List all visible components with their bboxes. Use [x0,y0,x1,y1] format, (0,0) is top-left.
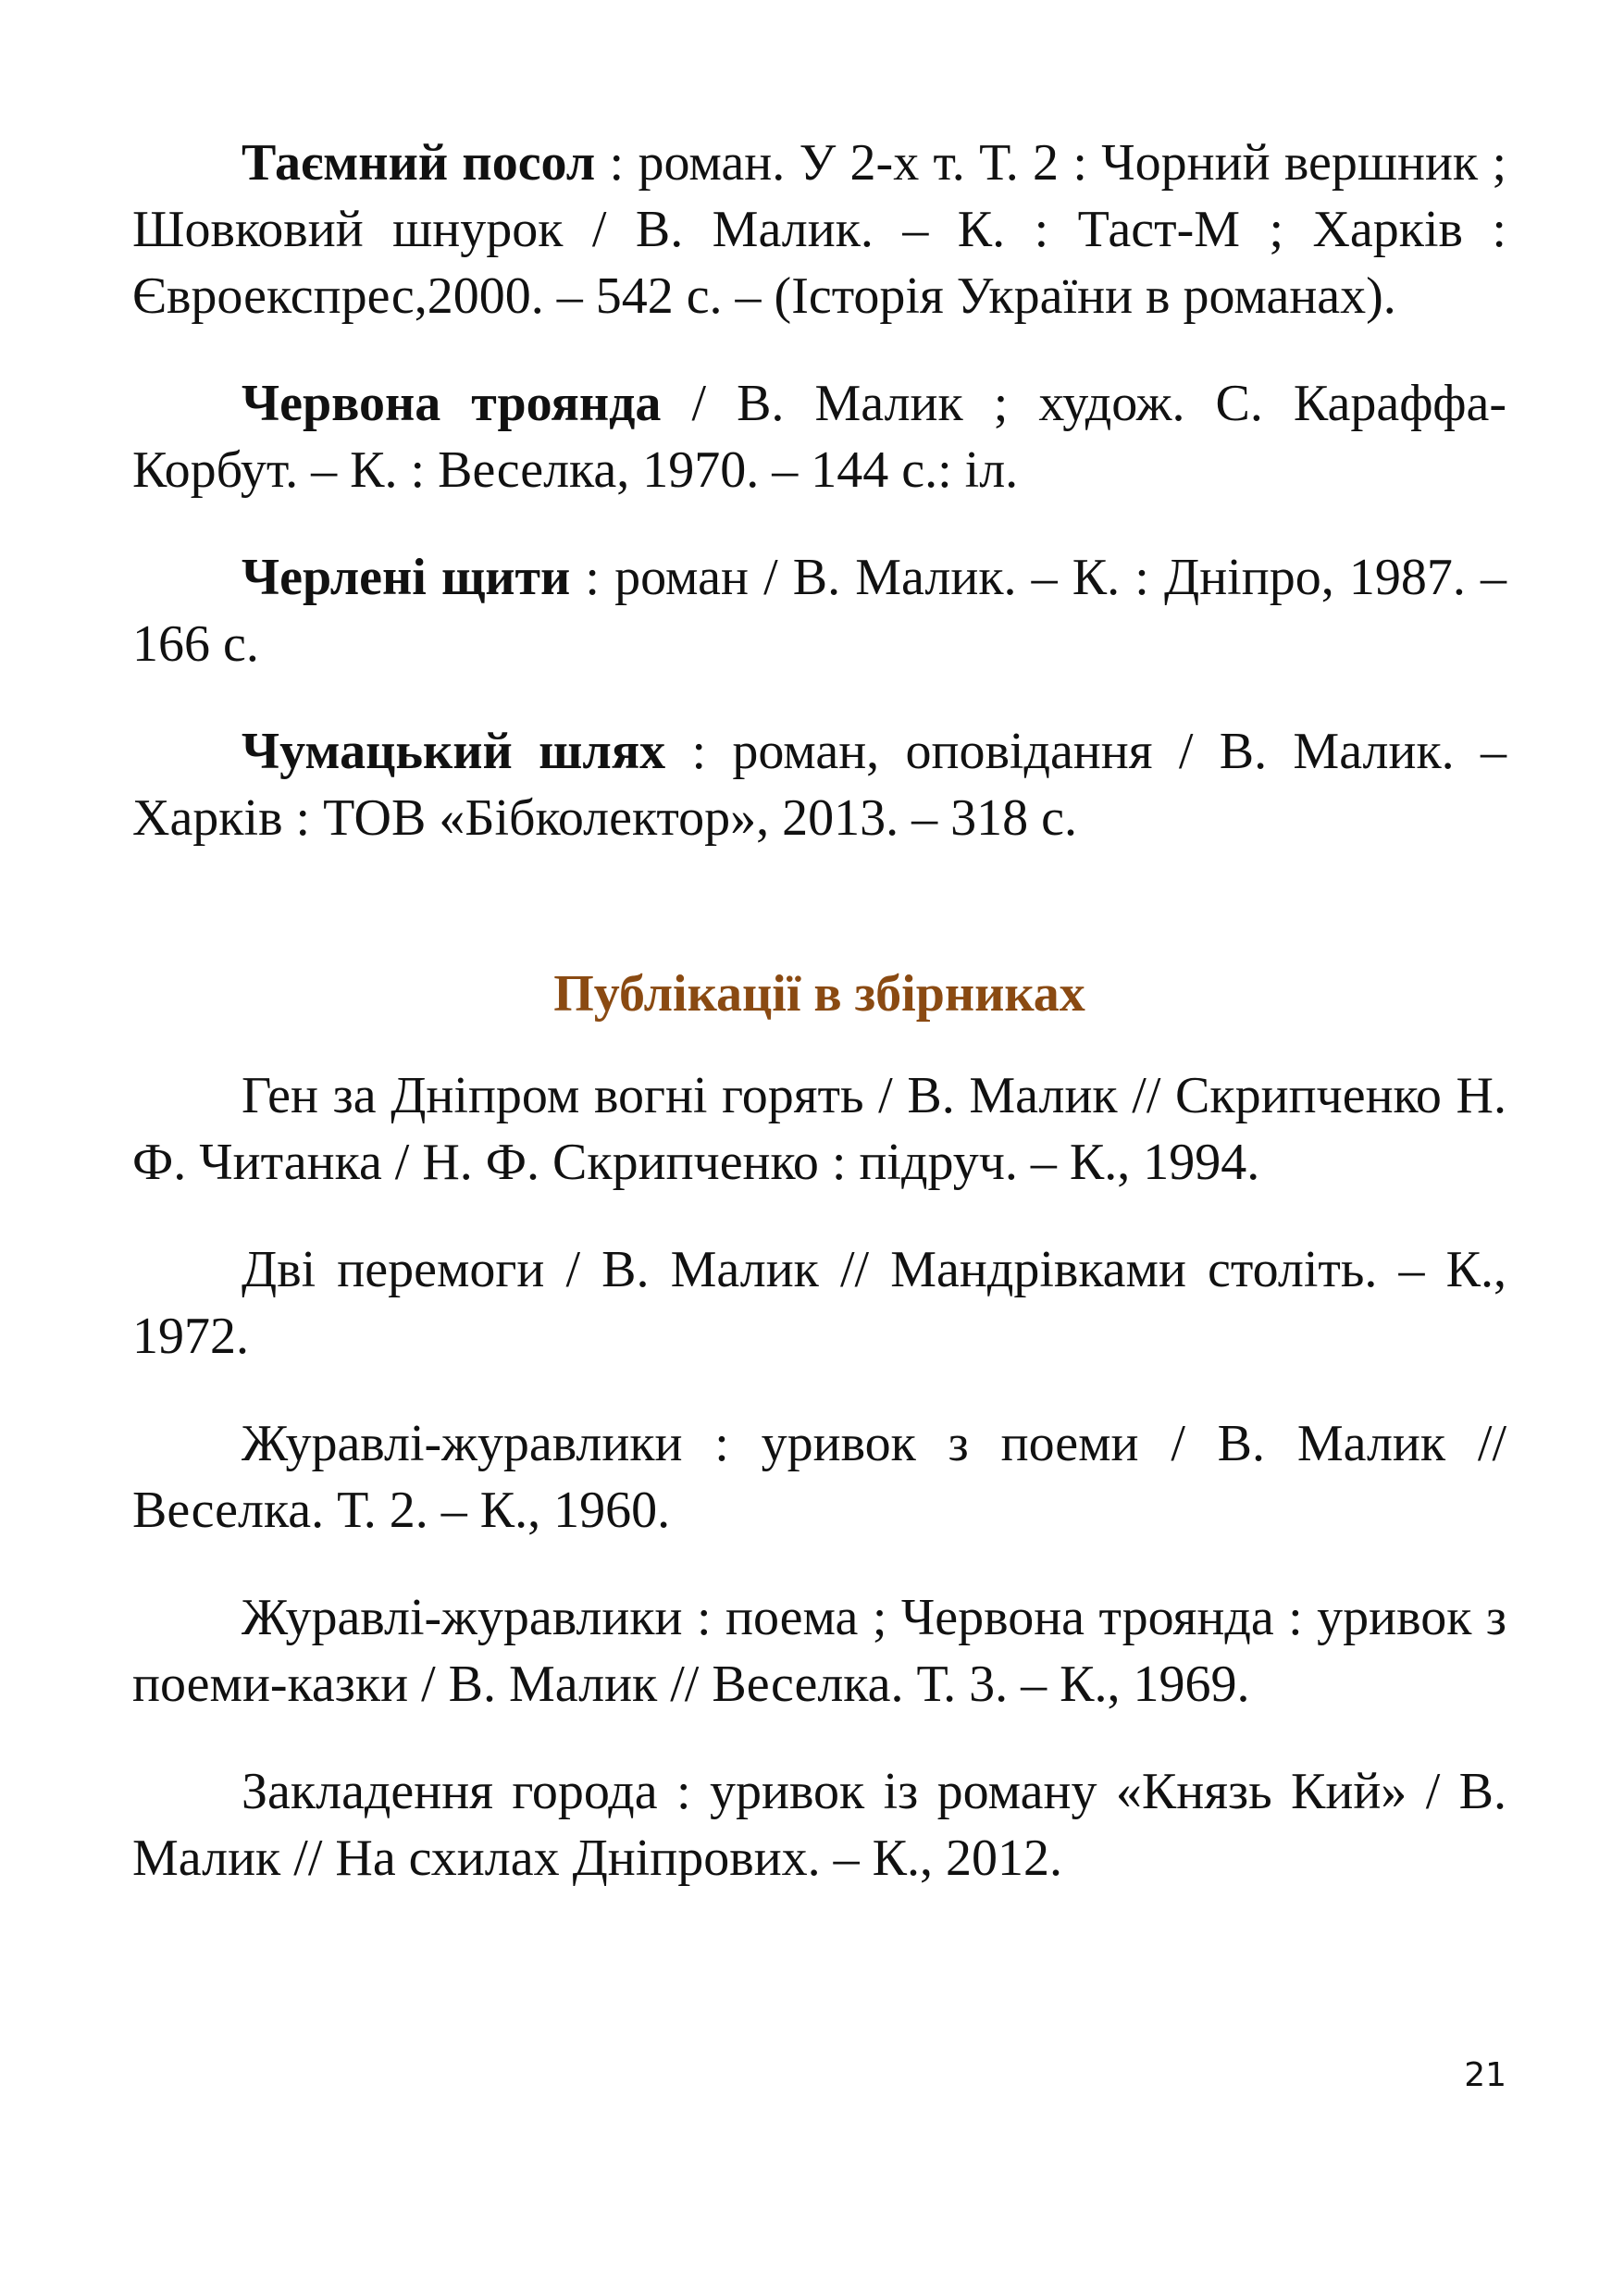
entry-details: / В. Малик ; худож. С. Караффа-Корбут. – К. : Веселка, 1970. – 144 с.: іл. [132,375,1507,499]
bibliography-entry: Ген за Дніпром вогні горять / В. Малик // Скрипченко Н. Ф. Читанка / Н. Ф. Скрипченко : підруч. – К., 1994. [132,1067,1506,1191]
entry-title: Таємний посол [242,134,596,192]
entry-details: : роман / В. Малик. – К. : Дніпро, 1987. – 166 с. [132,549,1506,673]
bibliography-entry [132,130,1506,329]
page-content [132,130,1506,1932]
page-number: 21 [1464,2056,1506,2094]
entry-details: : роман, оповідання / В. Малик. – Харків : ТОВ «Бібколектор», 2013. – 318 с. [132,723,1506,847]
bibliography-entry [132,718,1506,851]
bibliography-entry: Дві перемоги / В. Малик // Мандрівками століть. – К., 1972. [132,1241,1506,1365]
section-heading: Публікації в збірниках [553,965,1085,1023]
entry-title: Черлені щити [242,549,571,606]
bibliography-entry: Закладення города : уривок із роману «Князь Кий» / В. Малик // На схилах Дніпрових. – К., 2012. [132,1763,1506,1887]
bibliography-entry [132,370,1506,503]
entry-title: Чумацький шлях [242,723,666,780]
bibliography-entry: Журавлі-журавлики : поема ; Червона троянда : уривок з поеми-казки / В. Малик // Веселка. Т. 3. – К., 1969. [132,1589,1506,1713]
bibliography-entry [132,544,1506,677]
bibliography-entry: Журавлі-журавлики : уривок з поеми / В. Малик // Веселка. Т. 2. – К., 1960. [132,1415,1506,1539]
entry-details: : роман. У 2-х т. Т. 2 : Чорний вершник ; Шовковий шнурок / В. Малик. – К. : Таст-М ; Харків : Євроекспрес,2000. – 542 с. – (Історія України в романах). [132,134,1506,325]
entry-title: Червона троянда [242,375,662,432]
